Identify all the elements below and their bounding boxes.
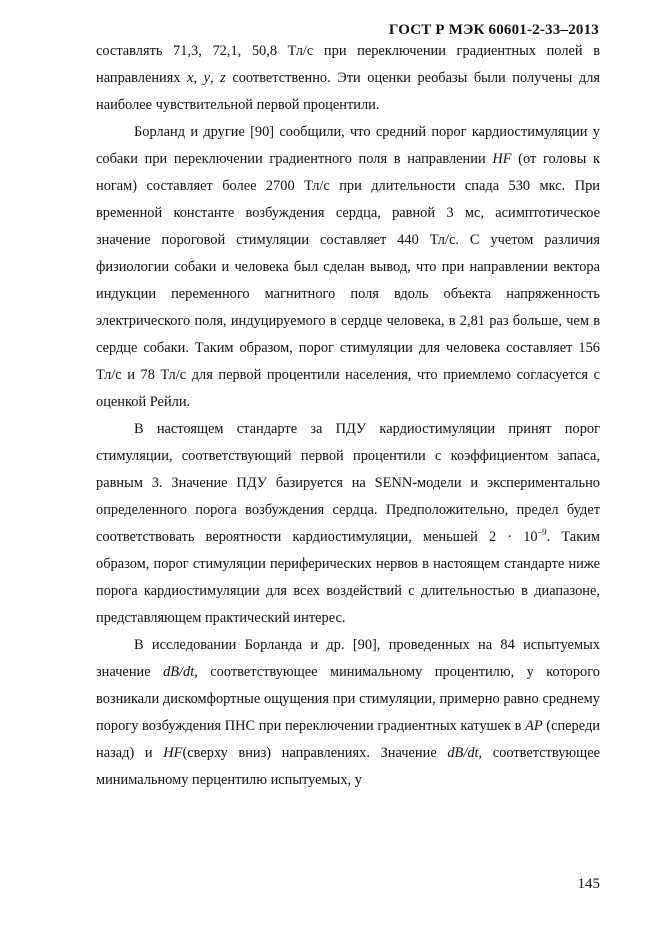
italic-term: y — [203, 70, 211, 86]
text-run: , — [193, 70, 204, 86]
text-run: (от головы к ногам) составляет более 2700 Тл/с при длительности спада 530 мкс. При временной константе возбуждения сердца, равной 3 мс, асимптотическое значение пороговой стимуляции составляет 440 Тл/с. С учетом различия физиологии собаки и человека был сделан вывод, что при направлении вектора индукции переменного магнитного поля вдоль объекта напряженность электрического поля, индуцируемого в сердце человека, в 2,81 раз больше, чем в сердце собаки. Таким образом, порог стимуляции для человека составляет 156 Тл/с и 78 Тл/с для первой процентили населения, что приемлемо согласуется с оценкой Рейли. — [96, 151, 600, 410]
document-header: ГОСТ Р МЭК 60601-2-33–2013 — [388, 22, 599, 38]
italic-term: HF — [492, 151, 512, 167]
italic-term: AP — [525, 718, 543, 734]
text-run: . Таким образом, порог стимуляции периферических нервов в настоящем стандарте ниже порога кардиостимуляции для всех воздействий с длительностью в диапазоне, представляющем практический интерес. — [96, 529, 600, 626]
paragraph-1 — [96, 38, 600, 119]
text-run: В настоящем стандарте за ПДУ кардиостимуляции принят порог стимуляции, соответствующий первой процентили с коэффициентом запаса, равным 3. Значение ПДУ базируется на SENN-модели и экспериментально определенного порога возбуждения сердца. Предположительно, предел будет соответствовать вероятности кардиостимуляции, меньшей 2 · 10 — [96, 421, 600, 545]
text-run: , — [210, 70, 221, 86]
italic-term: x — [187, 70, 194, 86]
text-run: , соответствующее минимальному процентилю, у которого возникали дискомфортные ощущения при стимуляции, примерно равно среднему порогу возбуждения ПНС при переключении градиентных катушек в — [96, 664, 600, 734]
italic-term: HF — [163, 745, 183, 761]
text-run: (сверху вниз) направлениях. Значение — [182, 745, 448, 761]
superscript: –9 — [537, 527, 547, 538]
paragraph-3 — [96, 416, 600, 632]
italic-term: z — [220, 70, 226, 86]
paragraph-4 — [96, 632, 600, 794]
text-run: составлять 71,3, 72,1, 50,8 Тл/с при переключении градиентных полей в направлениях — [96, 43, 600, 86]
page-number: 145 — [577, 876, 600, 892]
paragraph-2 — [96, 119, 600, 416]
text-run: (спереди назад) и — [96, 718, 600, 761]
text-run: В исследовании Борланда и др. [90], проведенных на 84 испытуемых значение — [96, 637, 600, 680]
italic-term: dB/dt — [447, 745, 479, 761]
document-body — [96, 38, 600, 794]
text-run: Борланд и другие [90] сообщили, что средний порог кардиостимуляции у собаки при переключении градиентного поля в направлении — [96, 124, 600, 167]
text-run: соответственно. Эти оценки реобазы были получены для наиболее чувствительной первой процентили. — [96, 70, 600, 113]
italic-term: dB/dt — [163, 664, 195, 680]
text-run: , соответствующее минимальному перцентилю испытуемых, у — [96, 745, 601, 788]
